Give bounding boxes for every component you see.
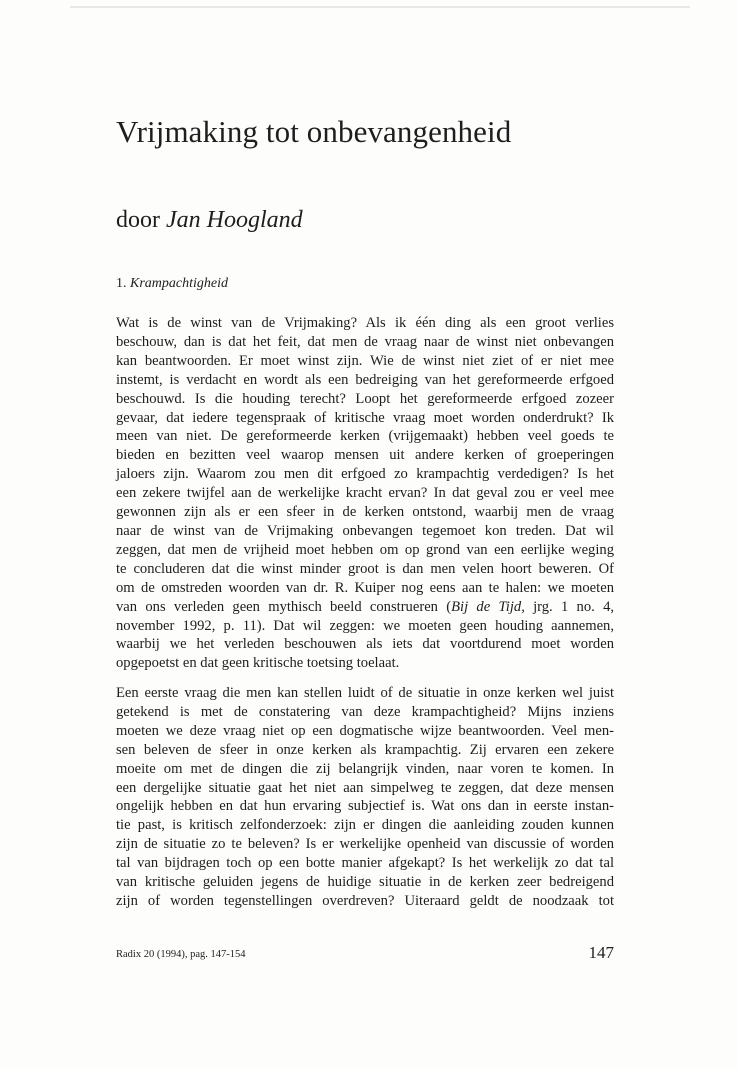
- text-line: moeten we deze vraag niet op een dogmatische wijze beantwoorden. Veel men-: [116, 722, 614, 739]
- text-line: om de omstreden woorden van dr. R. Kuiper nog eens aan te halen: we moeten: [116, 579, 614, 596]
- text-line: ongelijk hebben en dat hun ervaring subjectief is. Wat ons dan in eerste instan-: [116, 798, 614, 815]
- text-line-with-citation: [116, 598, 614, 617]
- section-heading: [116, 276, 228, 292]
- text-line: moeite om met de dingen die zij belangrijk vinden, naar voren te komen. In: [116, 760, 614, 777]
- text-line: te concluderen dat die winst minder groot is dan men velen hoort beweren. Of: [116, 560, 614, 577]
- citation-lead: van ons verleden geen mythisch beeld construeren (: [116, 598, 452, 615]
- scan-edge-rule: [70, 6, 690, 8]
- text-line: zijn of worden tegenstellingen overdreven? Uiteraard geldt de noodzaak tot: [116, 892, 614, 909]
- paragraph-2: [116, 684, 614, 911]
- text-line: waarbij we het verleden beschouwen als iets dat voortdurend moet worden: [116, 636, 614, 653]
- text-line: beschouwd. Is die houding terecht? Loopt het gereformeerde erfgoed zozeer: [116, 390, 614, 407]
- text-line: tal van bijdragen toch op een botte manier afgekapt? Is het werkelijk zo dat tal: [116, 855, 614, 872]
- journal-title: Bij de Tijd: [451, 598, 522, 615]
- footer-citation: Radix 20 (1994), pag. 147-154: [116, 949, 246, 960]
- text-line: tie past, is kritisch zelfonderzoek: zijn er dingen die aanleiding zouden kunnen: [116, 817, 614, 834]
- text-line: zeggen, dat men de vrijheid moet hebben om op grond van een eerlijke weging: [116, 541, 614, 558]
- text-line: gevaar, dat iedere tegenspraak of kritische vraag moet worden onderdrukt? Ik: [116, 409, 614, 426]
- text-line: november 1992, p. 11). Dat wil zeggen: we moeten geen houding aannemen,: [116, 617, 614, 634]
- text-line: naar de winst van de Vrijmaking onbevangen tegemoet kon treden. Dat wil: [116, 522, 614, 539]
- text-line: zijn de situatie zo te beleven? Is er werkelijke openheid van discussie of worden: [116, 836, 614, 853]
- text-line: een dergelijke situatie gaat het niet aan simpelweg te zeggen, dat deze mensen: [116, 779, 614, 796]
- text-line: sen beleven de sfeer in onze kerken als krampachtig. Zij ervaren een zekere: [116, 741, 614, 758]
- section-title: Krampachtigheid: [130, 276, 228, 291]
- article-title: Vrijmaking tot onbevangenheid: [116, 114, 512, 149]
- text-line: meen van niet. De gereformeerde kerken (vrijgemaakt) hebben veel goeds te: [116, 428, 614, 445]
- section-number: 1.: [116, 276, 130, 291]
- citation-tail: , jrg. 1 no. 4,: [521, 598, 615, 615]
- text-line: kan beantwoorden. Er moet winst zijn. Wie de winst niet ziet of er niet mee: [116, 352, 614, 369]
- text-line: Een eerste vraag die men kan stellen luidt of de situatie in onze kerken wel juist: [116, 685, 614, 701]
- page-number: 147: [588, 943, 614, 962]
- text-line: instemt, is verdacht en wordt als een bedreiging van het gereformeerde erfgoed: [116, 371, 614, 388]
- author-name: Jan Hoogland: [166, 207, 303, 233]
- text-line: getekend is met de constatering van deze krampachtigheid? Mijns inziens: [116, 703, 614, 720]
- paragraph-1: [116, 314, 614, 673]
- byline-prefix: door: [116, 207, 166, 233]
- text-line: van kritische geluiden jegens de huidige situatie in de kerken zeer bedreigend: [116, 874, 614, 891]
- text-line: bieden en bezitten veel waarop mensen uit andere kerken of groeperingen: [116, 447, 614, 464]
- text-line: jaloers zijn. Waarom zou men dit erfgoed zo krampachtig verdedigen? Is het: [116, 466, 614, 483]
- text-line: opgepoetst en dat geen kritische toetsing toelaat.: [116, 655, 400, 672]
- text-line: gewonnen zijn als er een sfeer in de kerken ontstond, waarbij men de vraag: [116, 504, 614, 521]
- text-line: een zekere twijfel aan de werkelijke kracht ervan? In dat geval zou er veel mee: [116, 485, 614, 502]
- byline: [116, 207, 303, 234]
- text-line: beschouw, dan is dat het feit, dat men de vraag naar de winst niet onbevangen: [116, 333, 614, 350]
- text-line: Wat is de winst van de Vrijmaking? Als ik één ding als een groot verlies: [116, 315, 614, 331]
